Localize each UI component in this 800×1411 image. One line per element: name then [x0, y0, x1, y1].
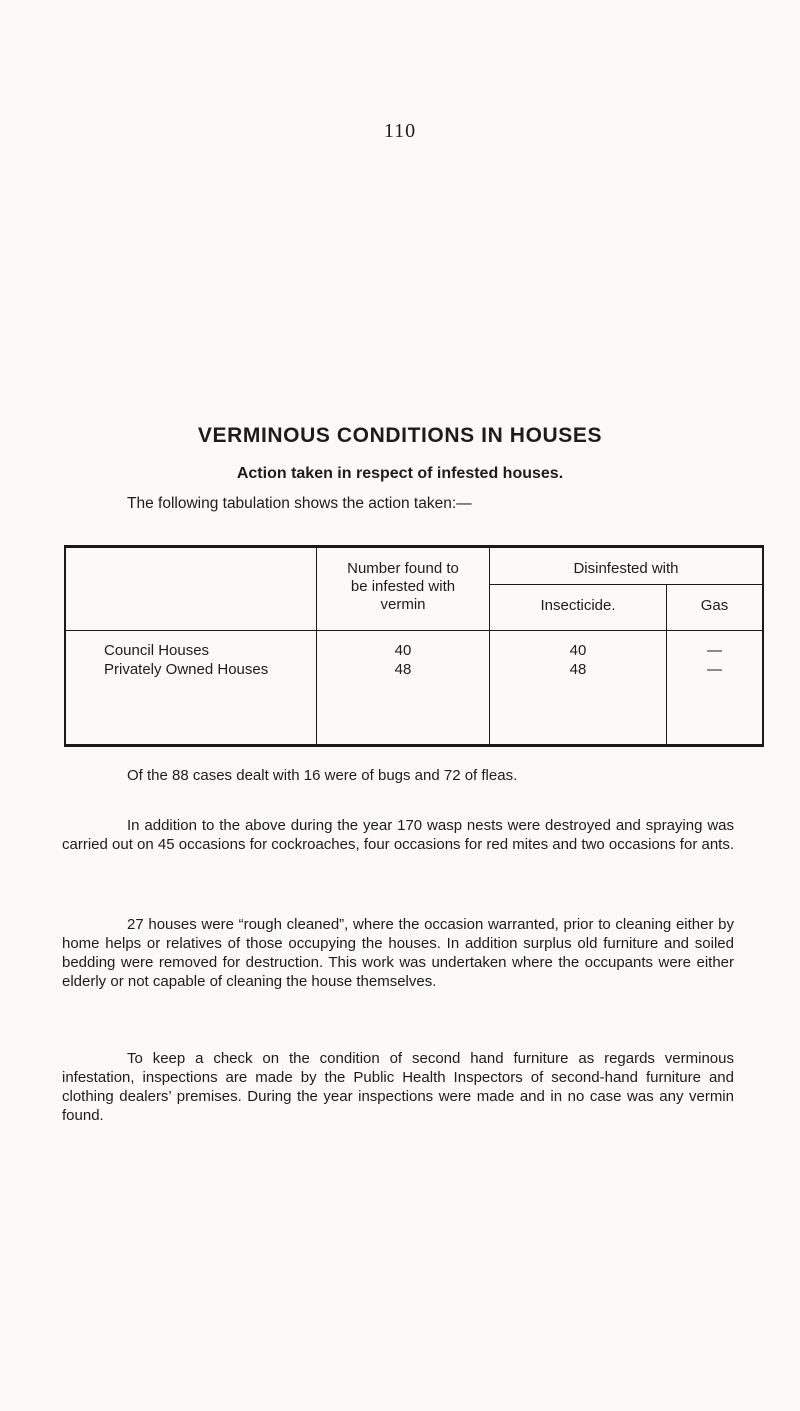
- header-number-found: [317, 560, 489, 614]
- paragraph-second-hand-furniture: To keep a check on the condition of second hand furniture as regards verminous infestation, inspections are made by the Public Health Inspectors of second-hand furniture and clothing dealers’ premises. During the year inspections were made and in no case was any vermin found.: [62, 1050, 734, 1124]
- header-insecticide: Insecticide.: [540, 597, 616, 614]
- paragraph-cases-summary: Of the 88 cases dealt with 16 were of bugs and 72 of fleas.: [127, 767, 518, 784]
- paragraph-rough-cleaned: 27 houses were “rough cleaned”, where the occasion warranted, prior to cleaning either by home helps or relatives of those occupying the houses. In addition surplus old furniture and soiled bedding were removed for destruction. This work was undertaken where the occupants were either elderly or not capable of cleaning the house themselves.: [62, 916, 734, 990]
- header-gas: Gas: [700, 597, 729, 614]
- infestation-table: [64, 545, 764, 747]
- header-disinfested-with: Disinfested with: [573, 560, 679, 577]
- header-number-found-line: be infested with: [350, 578, 456, 595]
- cell-council-number-found: 40: [394, 642, 412, 659]
- header-number-found-line: Number found to: [347, 560, 459, 577]
- cell-private-number-found: 48: [394, 661, 412, 678]
- cell-private-gas: —: [707, 661, 722, 678]
- row-label-council-houses: Council Houses: [104, 642, 210, 659]
- cell-council-insecticide: 40: [569, 642, 587, 659]
- row-label-privately-owned-houses: Privately Owned Houses: [104, 661, 269, 678]
- paragraph-wasp-nests: In addition to the above during the year 170 wasp nests were destroyed and spraying was carried out on 45 occasions for cockroaches, four occasions for red mites and two occasions for ants.: [62, 817, 734, 853]
- table-divider: [66, 630, 762, 631]
- header-number-found-line: vermin: [380, 596, 426, 613]
- table-divider: [490, 584, 762, 585]
- cell-council-gas: —: [707, 642, 722, 659]
- section-title: VERMINOUS CONDITIONS IN HOUSES: [197, 424, 603, 447]
- page-number: 110: [383, 120, 417, 142]
- intro-text: The following tabulation shows the action taken:—: [127, 495, 472, 512]
- cell-private-insecticide: 48: [569, 661, 587, 678]
- section-subtitle: Action taken in respect of infested houses.: [236, 465, 564, 482]
